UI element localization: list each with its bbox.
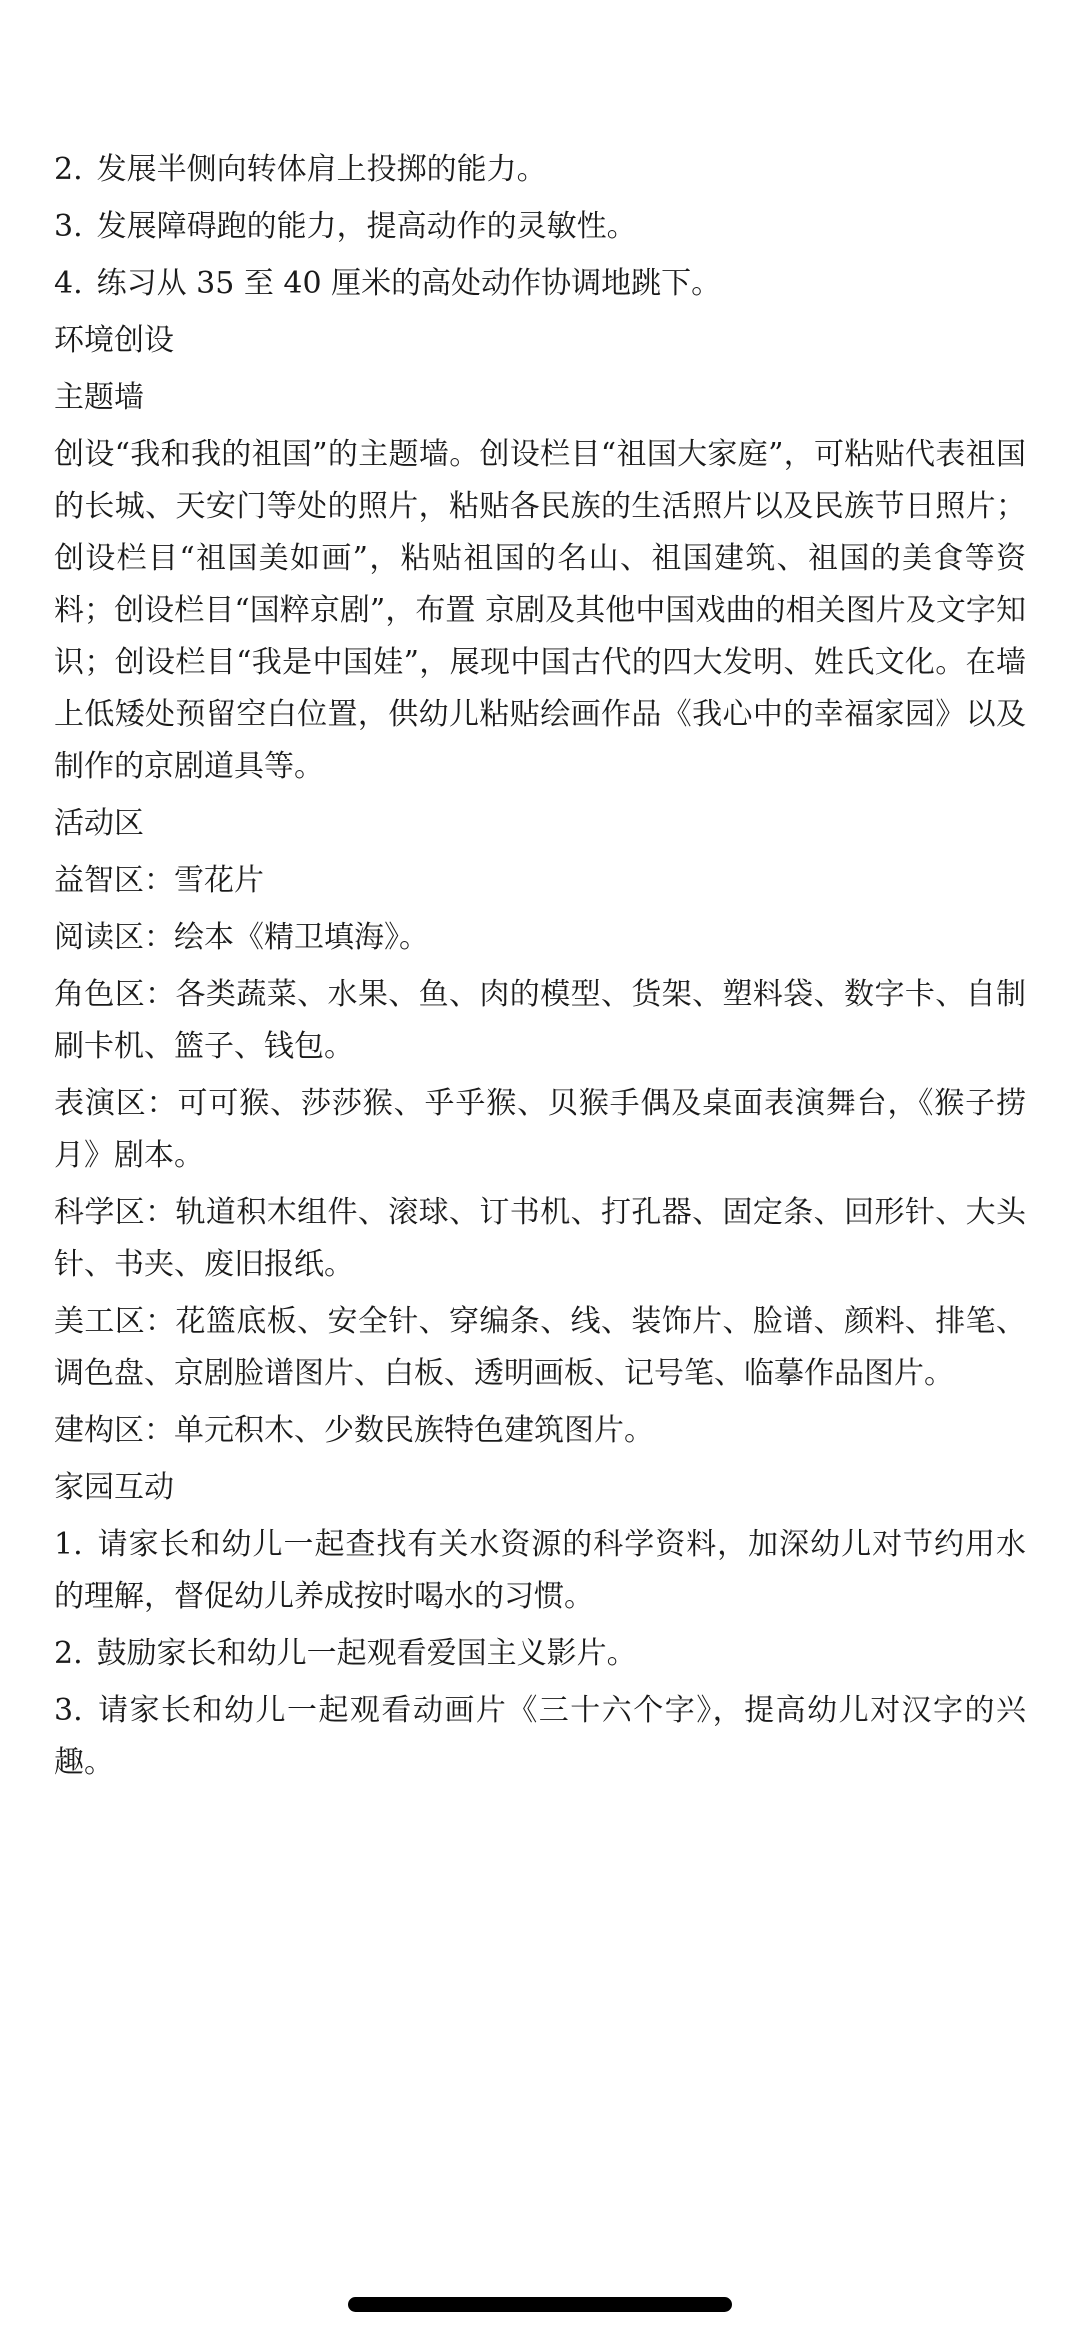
activity-area-art: 美工区：花篮底板、安全针、穿编条、线、装饰片、脸谱、颜料、排笔、调色盘、京剧脸谱图片、白板、透明画板、记号笔、临摹作品图片。 bbox=[54, 1304, 1026, 1391]
goal-text: 练习从 35 至 40 厘米的高处动作协调地跳下。 bbox=[96, 266, 722, 301]
goal-item bbox=[54, 258, 1026, 310]
home-item-number: 1. bbox=[54, 1527, 83, 1562]
home-item-text: 鼓励家长和幼儿一起观看爱国主义影片。 bbox=[96, 1636, 637, 1671]
home-item bbox=[54, 1628, 1026, 1680]
goal-item bbox=[54, 201, 1026, 253]
home-indicator-bar[interactable] bbox=[348, 2297, 732, 2312]
theme-wall-paragraph: 创设“我和我的祖国”的主题墙。创设栏目“祖国大家庭”，可粘贴代表祖国的长城、天安门等处的照片，粘贴各民族的生活照片以及民族节日照片；创设栏目“祖国美如画”，粘贴祖国的名山、祖国建筑、祖国的美食等资料；创设栏目“国粹京剧”，布置 京剧及其他中国戏曲的相关图片及文字知识；创设栏目“我是中国娃”，展现中国古代的四大发明、姓氏文化。在墙上低矮处预留空白位置，供幼儿粘贴绘画作品《我心中的幸福家园》以及制作的京剧道具等。 bbox=[54, 437, 1026, 784]
activity-area-puzzle: 益智区：雪花片 bbox=[54, 863, 264, 898]
activity-area-construction: 建构区：单元积木、少数民族特色建筑图片。 bbox=[54, 1413, 654, 1448]
home-item-text: 请家长和幼儿一起查找有关水资源的科学资料，加深幼儿对节约用水的理解，督促幼儿养成按时喝水的习惯。 bbox=[54, 1527, 1026, 1614]
document-body bbox=[54, 144, 1026, 1794]
goal-number: 4. bbox=[54, 266, 83, 301]
home-item-number: 3. bbox=[54, 1693, 83, 1728]
home-item bbox=[54, 1685, 1026, 1789]
subsection-heading-theme-wall: 主题墙 bbox=[54, 380, 144, 415]
goal-item bbox=[54, 144, 1026, 196]
section-heading-environment: 环境创设 bbox=[54, 323, 174, 358]
activity-area-role-play: 角色区：各类蔬菜、水果、鱼、肉的模型、货架、塑料袋、数字卡、自制刷卡机、篮子、钱包。 bbox=[54, 977, 1026, 1064]
activity-area-reading: 阅读区：绘本《精卫填海》。 bbox=[54, 920, 429, 955]
goal-text: 发展障碍跑的能力，提高动作的灵敏性。 bbox=[96, 209, 637, 244]
goal-number: 2. bbox=[54, 152, 83, 187]
activity-area-science: 科学区：轨道积木组件、滚球、订书机、打孔器、固定条、回形针、大头针、书夹、废旧报纸。 bbox=[54, 1195, 1026, 1282]
home-item bbox=[54, 1519, 1026, 1623]
goal-number: 3. bbox=[54, 209, 83, 244]
home-item-text: 请家长和幼儿一起观看动画片《三十六个字》，提高幼儿对汉字的兴趣。 bbox=[54, 1693, 1026, 1780]
home-item-number: 2. bbox=[54, 1636, 83, 1671]
subsection-heading-activity: 活动区 bbox=[54, 806, 144, 841]
section-heading-home-interaction: 家园互动 bbox=[54, 1470, 174, 1505]
goal-text: 发展半侧向转体肩上投掷的能力。 bbox=[96, 152, 547, 187]
activity-area-performance: 表演区：可可猴、莎莎猴、乎乎猴、贝猴手偶及桌面表演舞台，《猴子捞月》剧本。 bbox=[54, 1086, 1026, 1173]
